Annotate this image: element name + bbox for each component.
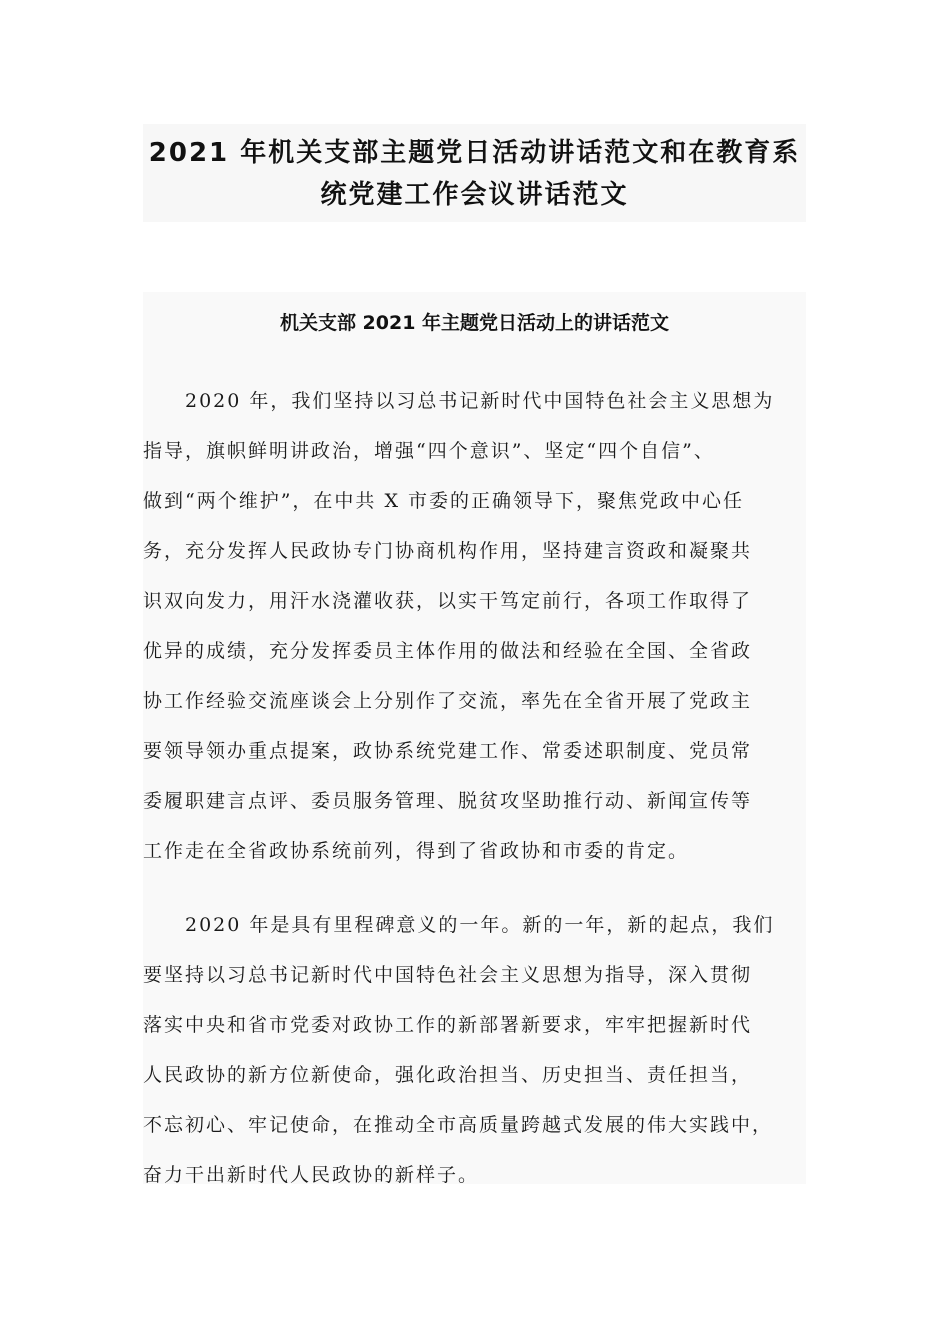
document-body [143, 292, 806, 1184]
paragraph-line: 2020 年，我们坚持以习总书记新时代中国特色社会主义思想为 [185, 390, 775, 412]
document-title-block [143, 124, 806, 222]
paragraph-line: 委履职建言点评、委员服务管理、脱贫攻坚助推行动、新闻宣传等 [143, 790, 753, 812]
paragraph-line: 协工作经验交流座谈会上分别作了交流，率先在全省开展了党政主 [143, 690, 753, 712]
paragraph-line: 要坚持以习总书记新时代中国特色社会主义思想为指导，深入贯彻 [143, 964, 753, 986]
document-title-line: 统党建工作会议讲话范文 [320, 180, 629, 210]
paragraph-1 [143, 376, 806, 876]
paragraph-line: 识双向发力，用汗水浇灌收获，以实干笃定前行，各项工作取得了 [143, 590, 753, 612]
paragraph-line: 指导，旗帜鲜明讲政治，增强“四个意识”、坚定“四个自信”、 [143, 440, 715, 462]
paragraph-line: 工作走在全省政协系统前列，得到了省政协和市委的肯定。 [143, 840, 690, 862]
paragraph-line: 落实中央和省市党委对政协工作的新部署新要求，牢牢把握新时代 [143, 1014, 753, 1036]
paragraph-line: 优异的成绩，充分发挥委员主体作用的做法和经验在全国、全省政 [143, 640, 753, 662]
paragraph-line: 奋力干出新时代人民政协的新样子。 [143, 1164, 480, 1186]
paragraph-2 [143, 900, 806, 1200]
paragraph-line: 务，充分发挥人民政协专门协商机构作用，坚持建言资政和凝聚共 [143, 540, 753, 562]
paragraph-line: 2020 年是具有里程碑意义的一年。新的一年，新的起点，我们 [185, 914, 775, 936]
paragraph-line: 人民政协的新方位新使命，强化政治担当、历史担当、责任担当， [143, 1064, 753, 1086]
document-title-line: 2021 年机关支部主题党日活动讲话范文和在教育系 [148, 138, 801, 168]
paragraph-line: 做到“两个维护”，在中共 X 市委的正确领导下，聚焦党政中心任 [143, 490, 745, 512]
document-title [143, 124, 806, 216]
paragraph-line: 要领导领办重点提案，政协系统党建工作、常委述职制度、党员常 [143, 740, 753, 762]
section-title: 机关支部 2021 年主题党日活动上的讲话范文 [279, 312, 670, 334]
paragraph-line: 不忘初心、牢记使命，在推动全市高质量跨越式发展的伟大实践中， [143, 1114, 774, 1136]
